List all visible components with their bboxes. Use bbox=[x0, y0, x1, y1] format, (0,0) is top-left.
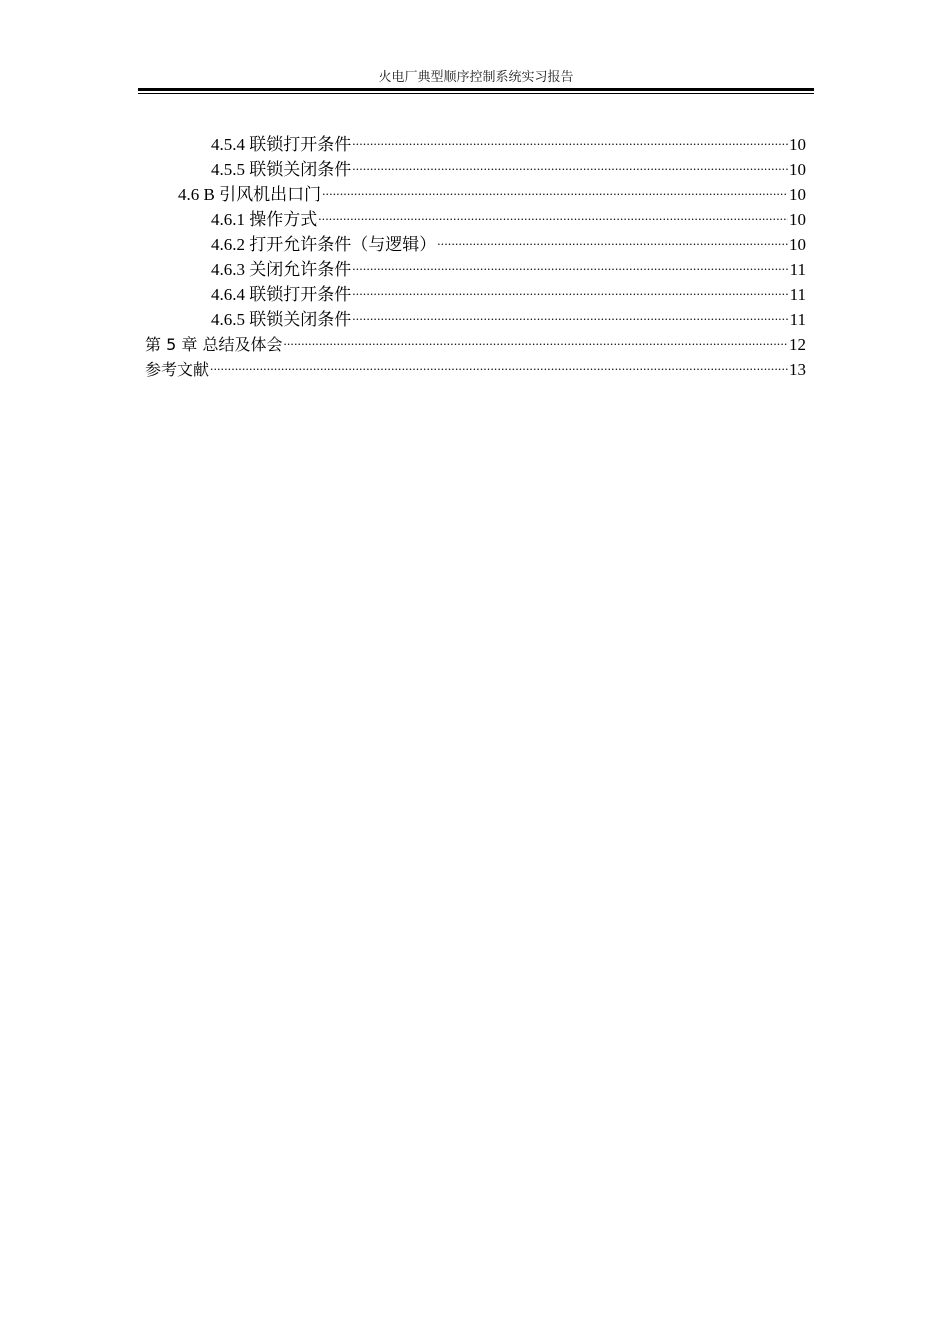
toc-entry-chapter[interactable] bbox=[145, 350, 806, 379]
toc-entry-label: 4.5.4 联锁打开条件 bbox=[211, 135, 352, 154]
toc-dot-leader bbox=[283, 325, 788, 350]
toc-dot-leader bbox=[318, 200, 788, 225]
toc-entry-page: 11 bbox=[789, 260, 806, 279]
toc-entry[interactable] bbox=[145, 125, 806, 154]
table-of-contents bbox=[145, 125, 806, 379]
toc-entry-page: 10 bbox=[789, 210, 806, 229]
header-title: 火电厂典型顺序控制系统实习报告 bbox=[378, 69, 574, 84]
toc-entry-label: 4.6.1 操作方式 bbox=[211, 210, 318, 229]
header-rule-thin bbox=[138, 93, 814, 94]
toc-entry-page: 12 bbox=[789, 335, 806, 354]
toc-entry-label: 第 5 章 总结及体会 bbox=[145, 335, 283, 354]
toc-entry-label: 参考文献 bbox=[145, 360, 210, 379]
toc-entry-page: 11 bbox=[789, 285, 806, 304]
toc-entry-label: 4.6.4 联锁打开条件 bbox=[211, 285, 352, 304]
toc-entry-page: 10 bbox=[789, 185, 806, 204]
toc-dot-leader bbox=[210, 350, 788, 375]
toc-dot-leader bbox=[352, 250, 788, 275]
toc-entry-page: 10 bbox=[789, 135, 806, 154]
toc-entry-label: 4.6.3 关闭允许条件 bbox=[211, 260, 352, 279]
toc-entry-label: 4.5.5 联锁关闭条件 bbox=[211, 160, 352, 179]
toc-dot-leader bbox=[437, 225, 788, 250]
toc-entry-page: 13 bbox=[789, 360, 806, 379]
toc-dot-leader bbox=[352, 150, 788, 175]
toc-entry-page: 11 bbox=[789, 310, 806, 329]
toc-entry-page: 10 bbox=[789, 160, 806, 179]
toc-dot-leader bbox=[352, 125, 788, 150]
toc-entry-page: 10 bbox=[789, 235, 806, 254]
toc-dot-leader bbox=[352, 300, 788, 325]
header-rule-thick bbox=[138, 88, 814, 91]
toc-entry-label: 4.6 B 引风机出口门 bbox=[178, 185, 322, 204]
toc-dot-leader bbox=[352, 275, 788, 300]
toc-entry-label: 4.6.5 联锁关闭条件 bbox=[211, 310, 352, 329]
toc-dot-leader bbox=[322, 175, 788, 200]
toc-entry-label: 4.6.2 打开允许条件（与逻辑） bbox=[211, 235, 437, 254]
